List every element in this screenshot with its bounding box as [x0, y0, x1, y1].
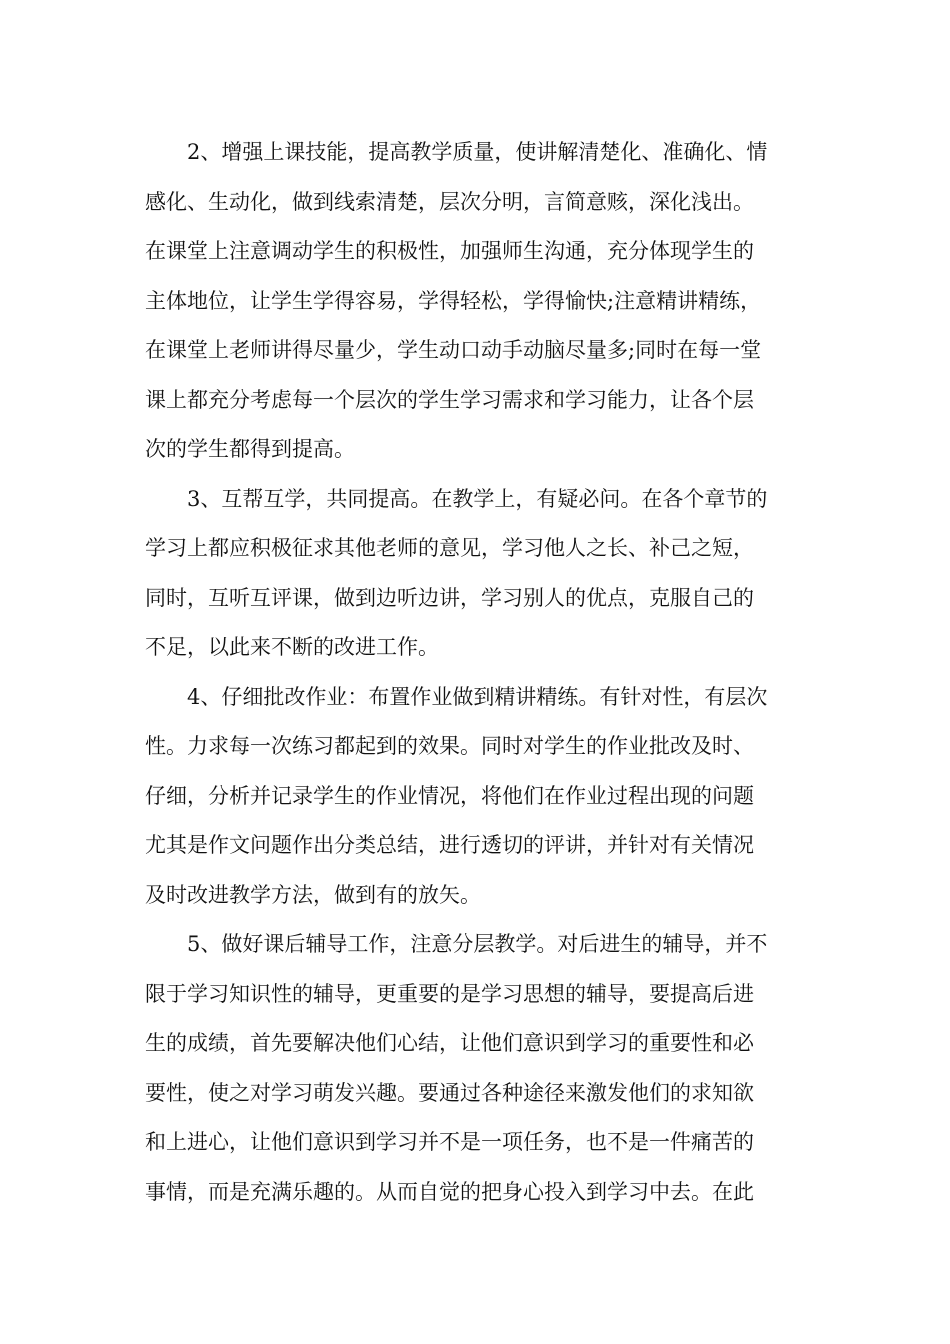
text-line: 学习上都应积极征求其他老师的意见，学习他人之长、补己之短，	[145, 536, 754, 560]
text-line: 同时，互听互评课，做到边听边讲，学习别人的优点，克服自己的	[145, 585, 754, 610]
text-line: 性。力求每一次练习都起到的效果。同时对学生的作业批改及时、	[145, 734, 754, 758]
text-line: 限于学习知识性的辅导，更重要的是学习思想的辅导，要提高后进	[145, 981, 754, 1006]
text-line: 及时改进教学方法，做到有的放矢。	[145, 882, 481, 907]
text-line: 4、仔细批改作业：布置作业做到精讲精练。有针对性，有层次	[187, 684, 768, 709]
paragraph-3	[145, 475, 810, 673]
text-line: 课上都充分考虑每一个层次的学生学习需求和学习能力，让各个层	[145, 387, 754, 412]
paragraph-4	[145, 673, 810, 921]
text-line: 不足，以此来不断的改进工作。	[145, 635, 439, 659]
paragraph-5	[145, 920, 810, 1217]
text-line: 5、做好课后辅导工作，注意分层教学。对后进生的辅导，并不	[187, 932, 768, 956]
text-line: 感化、生动化，做到线索清楚，层次分明，言简意赅，深化浅出。	[145, 189, 754, 214]
text-line: 在课堂上老师讲得尽量少，学生动口动手动脑尽量多;同时在每一堂	[145, 338, 762, 362]
document-body	[145, 128, 810, 1217]
text-line: 事情，而是充满乐趣的。从而自觉的把身心投入到学习中去。在此	[145, 1179, 754, 1204]
text-line: 次的学生都得到提高。	[145, 437, 355, 461]
paragraph-2	[145, 128, 810, 475]
text-line: 在课堂上注意调动学生的积极性，加强师生沟通，充分体现学生的	[145, 239, 754, 263]
text-line: 生的成绩，首先要解决他们心结，让他们意识到学习的重要性和必	[145, 1031, 754, 1055]
text-line: 仔细，分析并记录学生的作业情况，将他们在作业过程出现的问题	[145, 783, 754, 808]
text-line: 2、增强上课技能，提高教学质量，使讲解清楚化、准确化、情	[187, 140, 768, 164]
text-line: 要性，使之对学习萌发兴趣。要通过各种途径来激发他们的求知欲	[145, 1080, 754, 1105]
text-line: 主体地位，让学生学得容易，学得轻松，学得愉快;注意精讲精练，	[145, 288, 762, 313]
text-line: 3、互帮互学，共同提高。在教学上，有疑必问。在各个章节的	[187, 486, 768, 511]
text-line: 尤其是作文问题作出分类总结，进行透切的评讲，并针对有关情况	[145, 833, 754, 857]
text-line: 和上进心，让他们意识到学习并不是一项任务，也不是一件痛苦的	[145, 1130, 754, 1154]
